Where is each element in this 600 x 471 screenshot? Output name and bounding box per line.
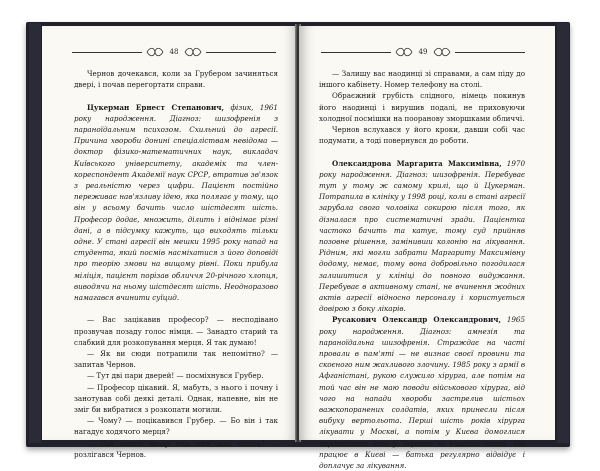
paragraph-text: Обраєжний грубість слідного, німець покинув його наодинці і вирушив подалі, не приховуючи холодної посмішки на пооранову зморшками обличчі. xyxy=(319,91,525,123)
paragraph xyxy=(319,124,525,146)
page-edges-right xyxy=(557,23,569,443)
patient-name: Цукерман Ернест Степанович, xyxy=(87,102,224,112)
paragraph xyxy=(74,68,278,90)
page-edges-left xyxy=(29,23,41,443)
patient-name: Русакович Олександр Олександрович, xyxy=(332,315,501,325)
paragraph xyxy=(74,382,278,416)
left-page-text xyxy=(74,68,278,460)
paragraph-text: фізик, 1961 року народження. Діагноз: шизофренія з параноїдальним психозом. Схильний до агресії. Причина хвороби донині спеціаліствам невідома — доктор фізико-математичних наук, викладач Київського університету, академік та член-кореспондент Академії наук СРСР, втратив зв'язок з реальністю через цифри. Пацієнт постійно переживає нав'язливу ідею, яка полягає у тому, що він у всьому бачить число шістдесят шість. Професор додає, множить, ділить і віднімає різні дані, а в підсумку кажуть, що виходять тільки одне. У стані агресії він мешки 1995 року напад на студента, який посмів насміхатися з його доповіді про теорію змови на вищому рівні. Поки прибула міліція, пацієнт порізав обличчя 20-річного хлопця, виводячи на ньому шістдесят шість. Неодноразово намагався вчинити суїцид. xyxy=(74,102,278,303)
paragraph-text: — Вас зацікавив професор? — несподівано прозвучав позаду голос німця. — Занадто старий та слабкий для розкопування мерця. Я так думаю! xyxy=(74,315,278,347)
page-number: 48 xyxy=(169,48,179,56)
paragraph-text: 1970 року народження. Діагноз: шизофренія. Перебуває тут у тому ж самому крилі, що й Цукерман. Потрапила в клініку у 1998 році, коли в стані агресії зарубала свого чоловіка сокирою після того, як дізналася про систематичні зради. Пацієнтка частоко бачить та катує, тому суд прийняв позовне рішення, замінивши колонію на лікування. Рідним, які могли забрати Маргариту Максимівну додому, немає, тому вона добровільно погодилася залишитися у клініці до повного видужання. Перебуває в активному стані, не вчинення жодних актів агресії відносно персоналу і користується довірою з боку лікарів. xyxy=(319,158,525,314)
paragraph xyxy=(319,68,525,90)
ornament-icon xyxy=(184,47,202,57)
header-rule xyxy=(206,52,276,53)
paragraph-text: Чернов дочекався, коли за Грубером зачиняться двері, і почав перегортати справи. xyxy=(74,69,278,90)
paragraph xyxy=(74,314,278,348)
ornament-icon xyxy=(433,47,451,57)
paragraph-text: — Професор цікавий. Я, мабуть, з нього і почну і занотував собі деякі деталі. Однак, напевне, він не зміг би вибратися з розкопати могили. xyxy=(74,382,278,415)
paragraph xyxy=(319,158,525,315)
running-header-right xyxy=(321,46,525,58)
paragraph-text: — Залишу вас наодинці зі справами, а сам піду до іншого кабінету. Номер телефону на столі. xyxy=(319,69,525,90)
right-page-text xyxy=(319,68,525,471)
paragraph xyxy=(319,90,525,124)
paragraph xyxy=(319,314,525,471)
running-header-left xyxy=(72,46,276,58)
header-rule xyxy=(321,52,391,53)
patient-name: Олександрова Маргарита Максимівна, xyxy=(332,158,502,168)
paragraph xyxy=(74,348,278,370)
paragraph xyxy=(74,438,278,460)
paragraph xyxy=(74,102,278,304)
paragraph-text: — Цій шпилі вечір над ним досі стоїть? — розлігався Чернов. xyxy=(74,438,278,459)
paragraph xyxy=(74,415,278,437)
header-rule xyxy=(72,52,142,53)
page-number: 49 xyxy=(418,48,428,56)
paragraph-text: Чернов вслухався у його кроки, давши собі час подумати, а тоді повернувся до роботи. xyxy=(319,125,525,146)
paragraph-text: 1965 року народження. Діагноз: амнезія та параноїдальна шизофренія. Страждає на часті провали в пам'яті — не визнає своєї провини та скоєного ним жахливого злочину. 1985 року з армії в Афганістані, рукою служило хірурга, але потім на той час він не маю поводи військового хірурга, від чого на напади хвороби застрелив шістьох важкопоранених солдатів, яких принесли після вибуху вертольота. Перші шість років хірурга лікувати у Москві, а потім у Києва домоглися переведення його у Чернігів за власний кошт. Він працює в Києві — батька регулярно відвідує і доплачує за лікування. xyxy=(319,315,525,471)
paragraph xyxy=(74,370,278,381)
paragraph-text: — Тут дві пари дверей! — посміхнувся Грубер. xyxy=(87,371,264,381)
left-page xyxy=(42,26,298,459)
paragraph-text: — Чому? — поцікавився Грубер. — Бо він і так нагадує ходячого мерця? xyxy=(74,416,278,437)
right-page xyxy=(299,26,555,471)
paragraph-text: — Як ви сюди потрапили так непомітно? — запитав Чернов. xyxy=(74,349,278,370)
header-rule xyxy=(455,52,525,53)
ornament-icon xyxy=(395,47,413,57)
ornament-icon xyxy=(146,47,164,57)
